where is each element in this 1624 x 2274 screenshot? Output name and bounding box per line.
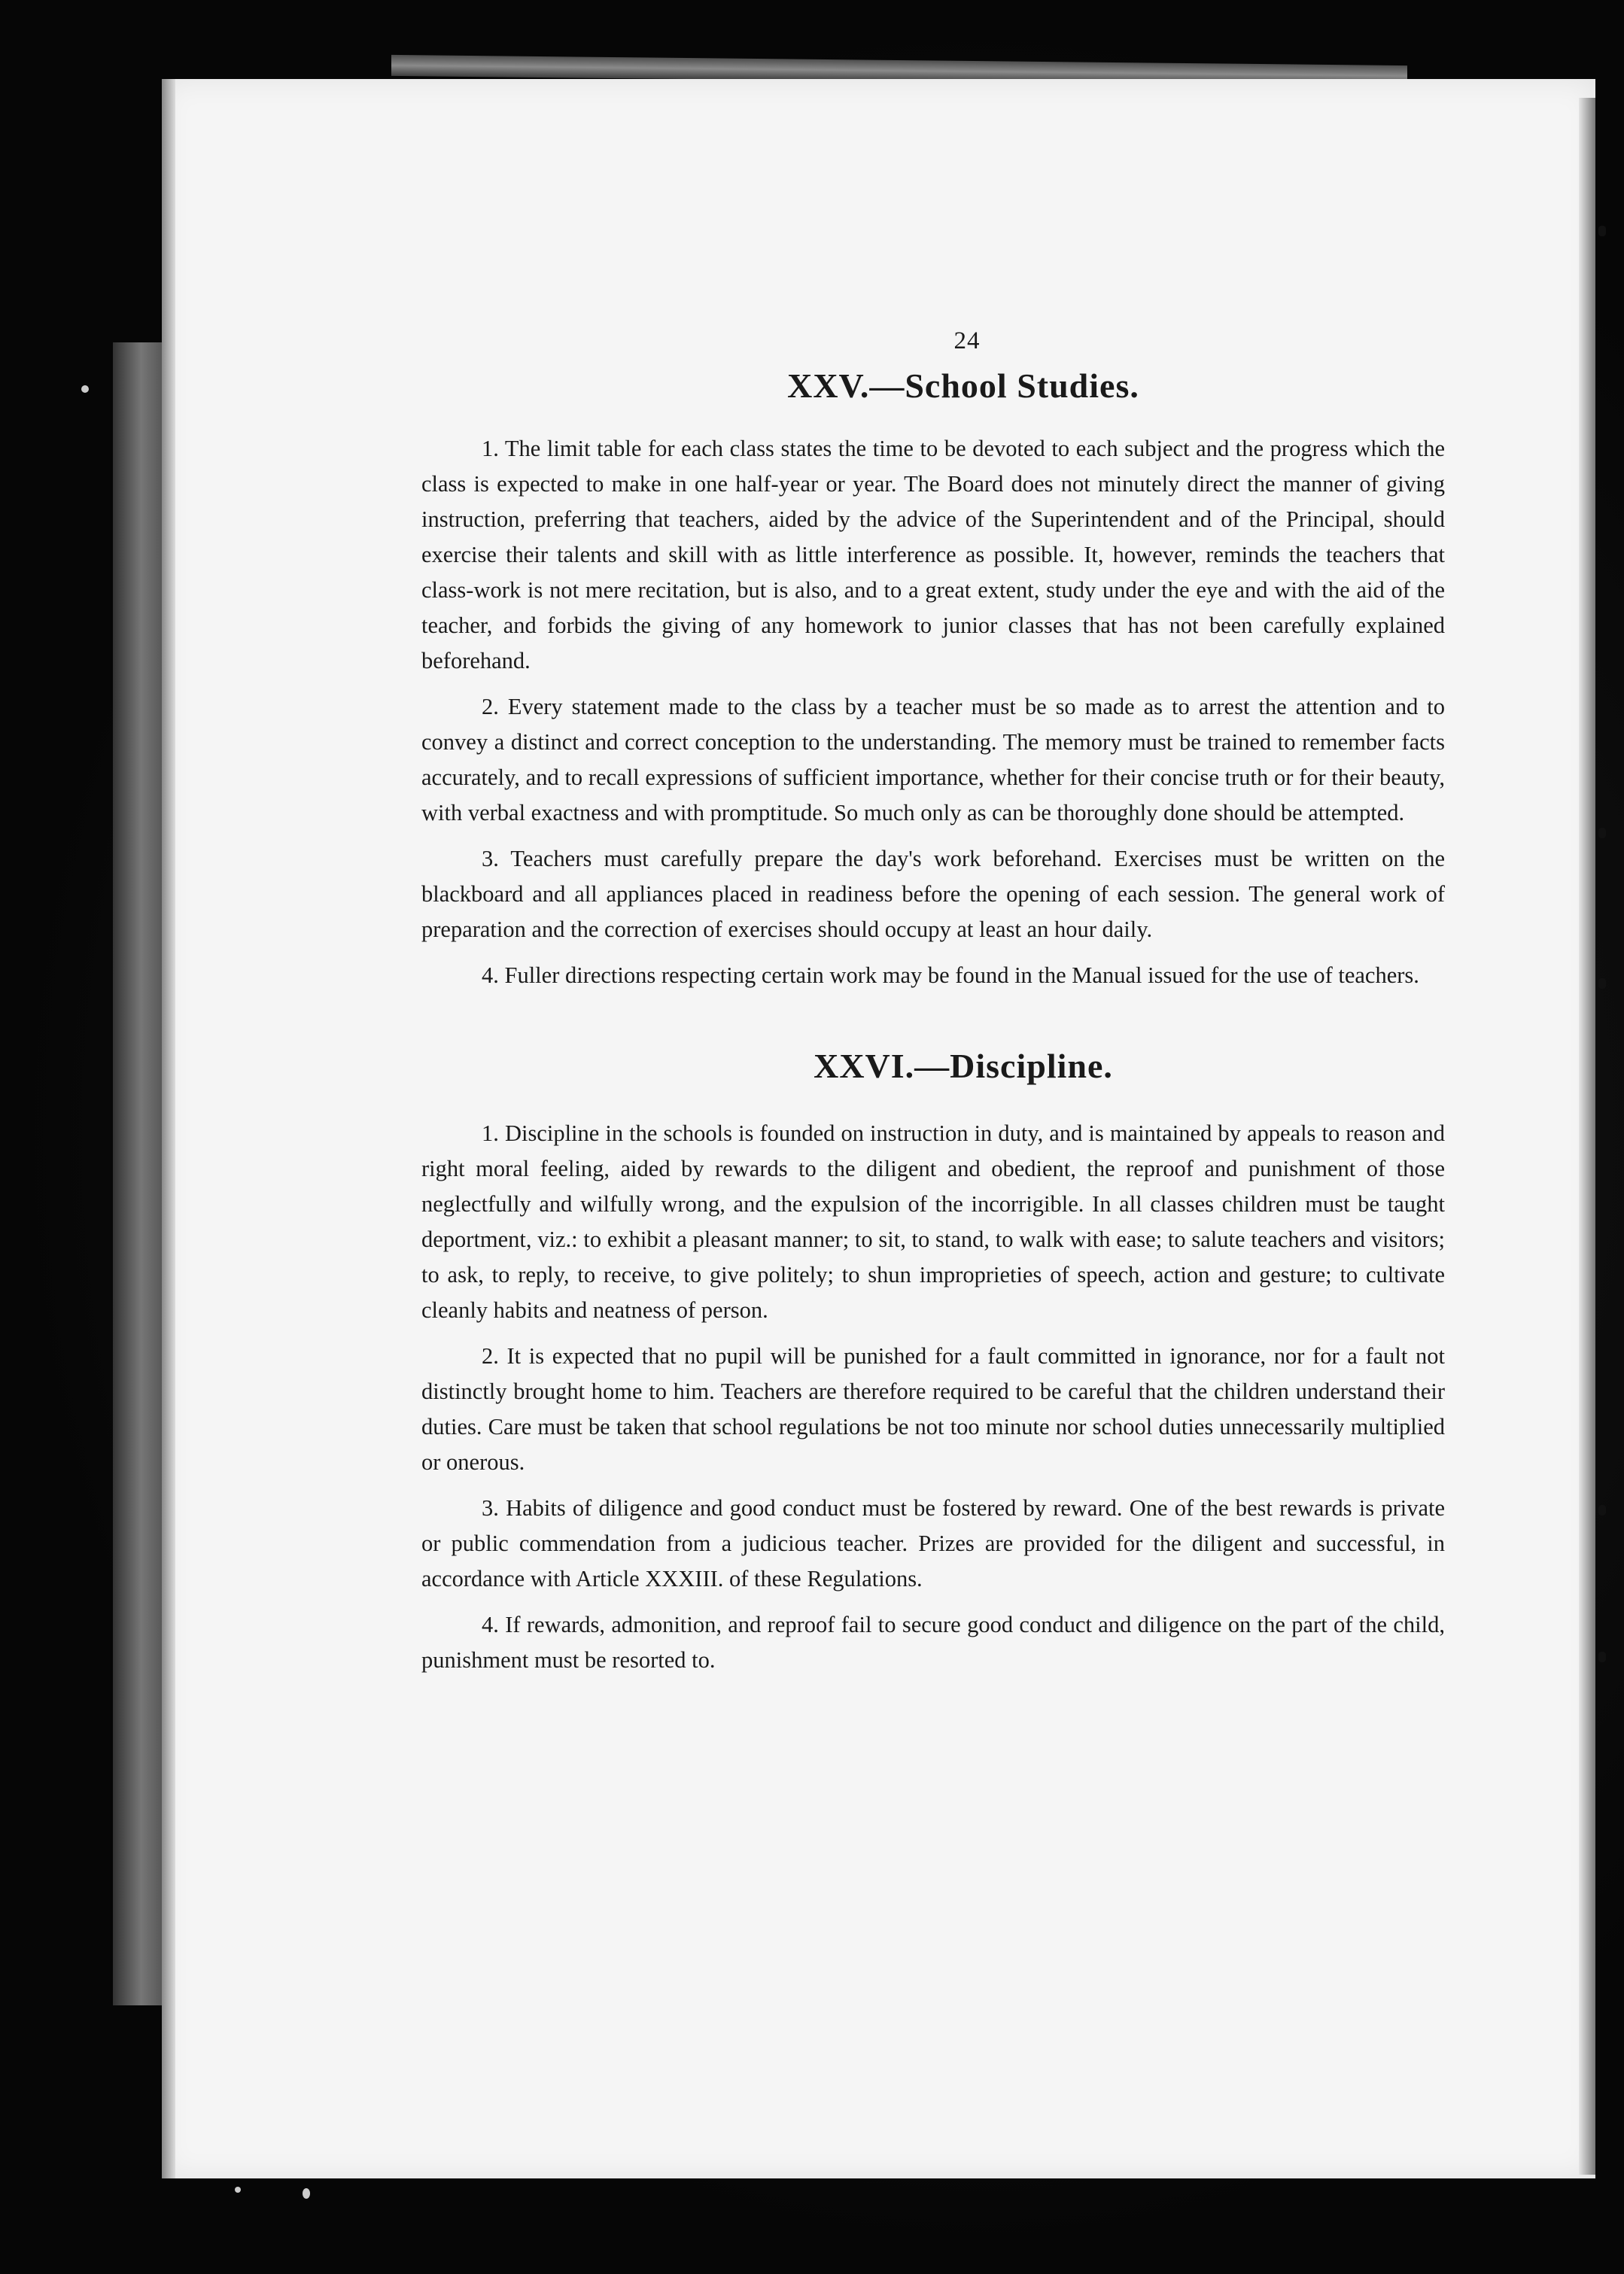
binding-mark (1598, 1652, 1606, 1662)
paragraph: 4. Fuller directions respecting certain work may be found in the Manual issued for the use of teachers. (482, 962, 1419, 988)
paragraph: 3. Teachers must carefully prepare the day's work beforehand. Exercises must be written on the blackboard and all appliances placed in readiness before the opening of each session. The general work of preparation and the correction of exercises should occupy at least an hour daily. (421, 846, 1445, 942)
scan-dust (303, 2188, 310, 2199)
section-heading-discipline: XXVI.—Discipline. (814, 1047, 1113, 1085)
page-left-edge (162, 79, 175, 2178)
paragraph: 1. Discipline in the schools is founded on instruction in duty, and is maintained by appeals to reason and right moral feeling, aided by rewards to the diligent and obedient, the reproof and punishment of those neglectfully and wilfully wrong, and the expulsion of the incorrigible. In all classes children must be taught deportment, viz.: to exhibit a pleasant manner; to sit, to stand, to walk with ease; to salute teachers and visitors; to ask, to reply, to receive, to give politely; to shun improprieties of speech, action and gesture; to cultivate cleanly habits and neatness of person. (421, 1120, 1445, 1323)
paragraph: 3. Habits of diligence and good conduct must be fostered by reward. One of the best rewards is private or public commendation from a judicious teacher. Prizes are provided for the diligent and successful, in accordance with Article XXXIII. of these Regulations. (421, 1495, 1445, 1591)
scan-dust (81, 385, 89, 393)
page-number: 24 (953, 327, 981, 354)
paragraph: 2. Every statement made to the class by a teacher must be so made as to arrest the attention and to convey a distinct and correct conception to the understanding. The memory must be trained to remember facts accurately, and to recall expressions of sufficient importance, whether for their concise truth or for their beauty, with verbal exactness and with promptitude. So much only as can be thoroughly done should be attempted. (421, 694, 1445, 825)
book-spine-shadow (113, 342, 169, 2005)
scan-dust (235, 2187, 241, 2193)
paragraph: 4. If rewards, admonition, and reproof fail to secure good conduct and diligence on the part of the child, punishment must be resorted to. (421, 1612, 1445, 1673)
binding-mark (1598, 226, 1606, 236)
paragraph: 2. It is expected that no pupil will be punished for a fault committed in ignorance, nor for a fault not distinctly brought home to him. Teachers are therefore required to be careful that the children understand their duties. Care must be taken that school regulations be not too minute nor school duties unnecessarily multiplied or onerous. (421, 1343, 1445, 1475)
page-content (421, 327, 1445, 1689)
page-right-edge (1579, 98, 1595, 2175)
paragraph: 1. The limit table for each class states the time to be devoted to each subject and the progress which the class is expected to make in one half-year or year. The Board does not minutely direct the manner of giving instruction, preferring that teachers, aided by the advice of the Superintendent and of the Principal, should exercise their talents and skill with as little interference as possible. It, however, reminds the teachers that class-work is not mere recitation, but is also, and to a great extent, study under the eye and with the aid of the teacher, and forbids the giving of any homework to junior classes that has not been carefully explained beforehand. (421, 436, 1445, 673)
binding-mark (1598, 1505, 1606, 1515)
binding-mark (1598, 828, 1606, 838)
binding-mark (1598, 978, 1606, 989)
section-heading-school-studies: XXV.—School Studies. (787, 366, 1139, 405)
